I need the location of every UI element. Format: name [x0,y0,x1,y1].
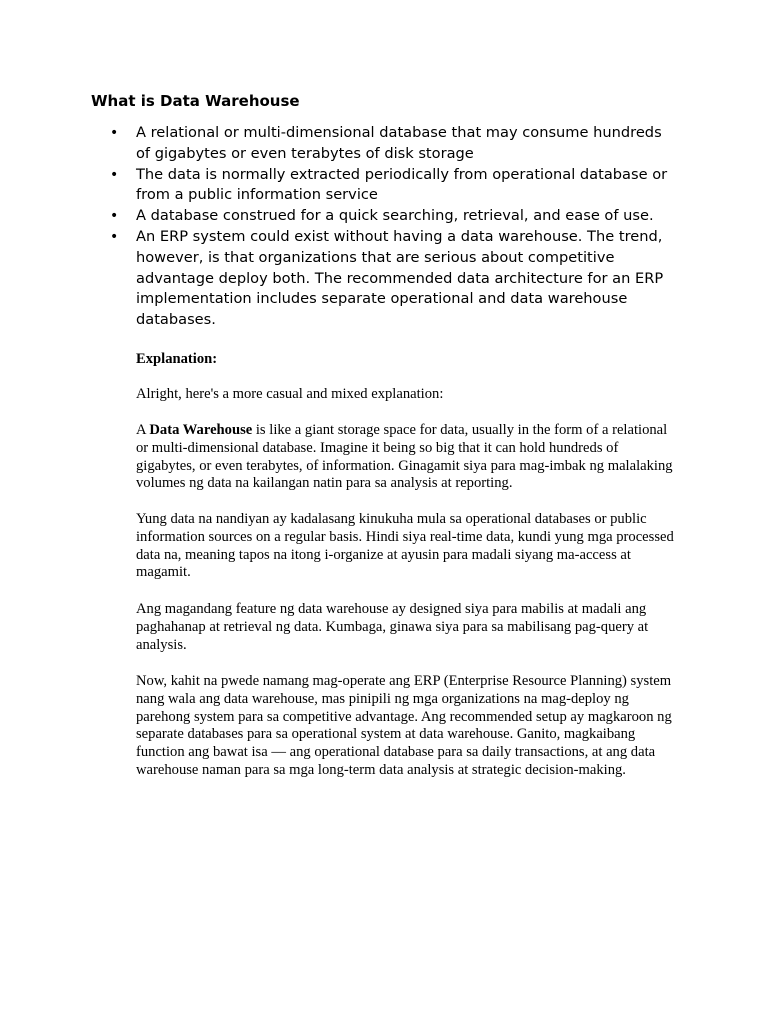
list-item [110,165,680,207]
definition-prefix: A [136,422,150,438]
list-item-text: The data is normally extracted periodically from operational database or from a public information service [136,165,668,204]
definition-text: is like a giant storage space for data, usually in the form of a relational or multi-dimensional database. Imagine it being so big that it can hold hundreds of gigabytes, or even terabytes, of information. Ginagamit siya para mag-imbak ng malalaking volumes ng data na kailangan natin para sa analysis at reporting. [136,422,673,492]
retrieval-paragraph: Ang magandang feature ng data warehouse ay designed siya para mabilis at madali ang paghahanap at retrieval ng data. Kumbaga, ginawa siya para sa mabilisang pag-query at analysis. [136,601,649,653]
erp-paragraph: Now, kahit na pwede namang mag-operate ang ERP (Enterprise Resource Planning) system nang wala ang data warehouse, mas pinipili ng mga organizations na mag-deploy ng parehong system para sa competitive advantage. Ang recommended setup ay magkaroon ng separate databases para sa operational system at data warehouse. Ganito, magkaibang function ang bawat isa — ang operational database para sa daily transactions, at ang data warehouse naman para sa mga long-term data analysis at strategic decision-making. [136,673,672,778]
list-item [110,206,680,227]
definition-paragraph [136,422,681,493]
list-item-text: An ERP system could exist without having a data warehouse. The trend, however, is that organizations that are serious about competitive advantage deploy both. The recommended data architecture for an ERP implementation includes separate operational and data warehouse databases. [136,227,664,329]
bullet-icon: • [110,208,119,225]
list-item-text: A relational or multi-dimensional database that may consume hundreds of gigabytes or even terabytes of disk storage [136,124,662,162]
bullet-icon: • [110,125,119,141]
bullet-list [110,123,680,331]
page-title: What is Data Warehouse [91,92,300,110]
list-item-text: A database construed for a quick searching, retrieval, and ease of use. [136,207,654,225]
explanation-label: Explanation: [136,351,218,367]
bullet-icon: • [110,228,119,245]
intro-paragraph: Alright, here's a more casual and mixed explanation: [136,386,444,402]
definition-term: Data Warehouse [149,422,253,438]
bullet-icon: • [110,166,119,183]
list-item [110,123,680,165]
extraction-paragraph: Yung data na nandiyan ay kadalasang kinukuha mula sa operational databases or public information sources on a regular basis. Hindi siya real-time data, kundi yung mga processed data na, meaning tapos na itong i-organize at ayusin para madali siyang ma-access at magamit. [136,511,674,581]
list-item [110,227,680,331]
